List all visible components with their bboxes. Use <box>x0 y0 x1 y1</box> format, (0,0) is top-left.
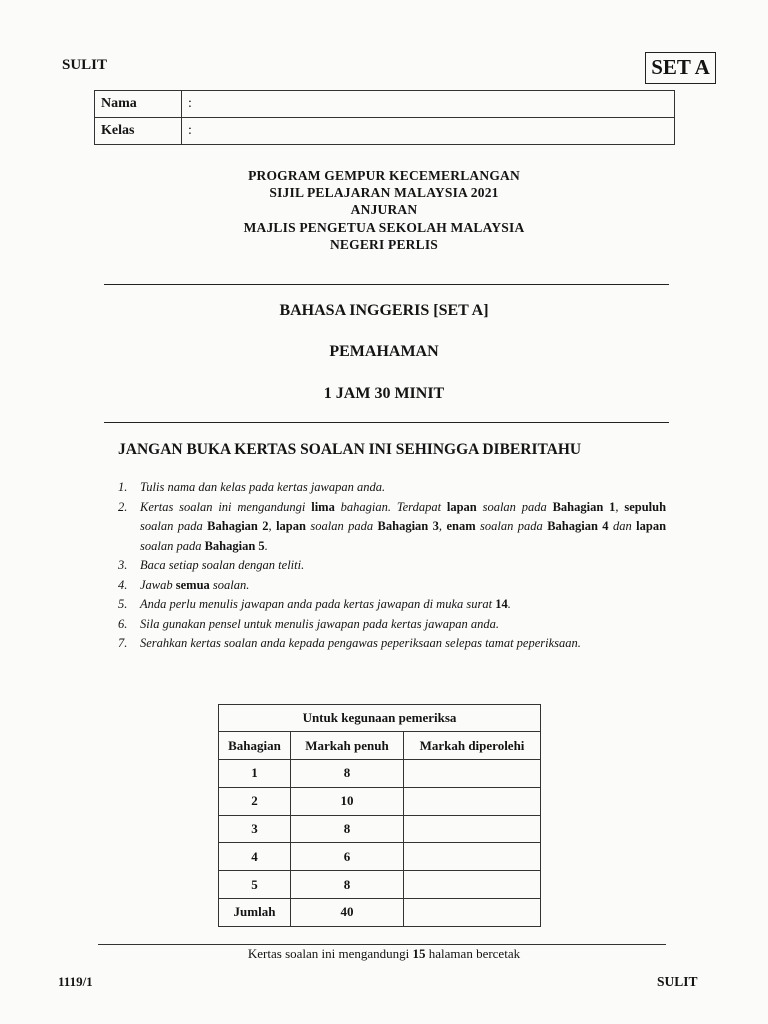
instruction-number: 2. <box>118 499 128 514</box>
marks-obtained-cell <box>404 787 541 815</box>
set-label-box: SET A <box>645 52 716 84</box>
class-field[interactable]: : <box>182 118 675 145</box>
table-row <box>219 871 541 899</box>
instruction-text: Baca setiap soalan dengan teliti. <box>140 558 305 572</box>
instruction-text: soalan pada <box>475 519 548 533</box>
instruction-emphasis: lapan <box>276 519 306 533</box>
marks-obtained-cell <box>404 815 541 843</box>
program-title: PROGRAM GEMPUR KECEMERLANGAN <box>248 168 520 183</box>
name-label: Nama <box>95 91 182 118</box>
instruction-emphasis: lima <box>311 499 335 514</box>
page-count-number: 15 <box>412 946 426 961</box>
instruction-emphasis: lapan <box>446 499 477 514</box>
section-number: 4 <box>219 843 291 871</box>
instruction-item <box>118 595 666 615</box>
instruction-text: soalan pada <box>305 519 378 533</box>
total-label: Jumlah <box>219 898 291 926</box>
table-row <box>219 760 541 788</box>
instruction-item <box>118 498 666 557</box>
instruction-emphasis: Bahagian 3 <box>377 519 439 533</box>
paper-code: 1119/1 <box>58 974 93 989</box>
instruction-emphasis: lapan <box>636 519 667 533</box>
instruction-emphasis: Bahagian 5 <box>204 538 265 553</box>
total-marks-obtained-cell <box>404 898 541 926</box>
marks-table-caption: Untuk kegunaan pemeriksa <box>219 705 541 732</box>
instruction-item <box>118 634 666 654</box>
instruction-item <box>118 576 666 596</box>
instruction-number: 1. <box>118 480 128 494</box>
table-row <box>219 787 541 815</box>
table-row <box>219 815 541 843</box>
exam-title: SIJIL PELAJARAN MALAYSIA 2021 <box>269 185 499 201</box>
page-count-note <box>0 946 768 962</box>
total-full-marks: 40 <box>291 898 404 926</box>
instruction-item <box>118 556 666 576</box>
instruction-text: dan <box>608 519 637 533</box>
organizer-name: MAJLIS PENGETUA SEKOLAH MALAYSIA <box>243 219 525 235</box>
page-count-text: halaman bercetak <box>425 946 521 961</box>
name-field[interactable]: : <box>182 91 675 118</box>
column-header-section: Bahagian <box>219 732 291 760</box>
table-row <box>219 843 541 871</box>
column-header-full-marks: Markah penuh <box>291 732 404 760</box>
instruction-text: Serahkan kertas soalan anda kepada pengawas peperiksaan selepas tamat peperiksaan. <box>140 636 581 650</box>
warning-heading: JANGAN BUKA KERTAS SOALAN INI SEHINGGA DIBERITAHU <box>118 441 582 458</box>
instruction-emphasis: enam <box>446 519 476 533</box>
student-info-row-class <box>95 118 675 145</box>
organizer-block <box>0 167 768 253</box>
divider-bottom <box>104 422 669 423</box>
full-marks: 8 <box>291 871 404 899</box>
instruction-text: Tulis nama dan kelas pada kertas jawapan anda. <box>140 480 386 494</box>
instruction-emphasis: 14 <box>495 597 508 611</box>
student-info-table <box>94 90 675 145</box>
section-number: 2 <box>219 787 291 815</box>
instruction-text: Kertas soalan ini mengandungi <box>140 499 312 514</box>
marks-obtained-cell <box>404 760 541 788</box>
examiner-marks-table <box>218 704 541 927</box>
instruction-text: soalan pada <box>140 519 208 533</box>
instruction-number: 6. <box>118 616 128 631</box>
student-info-row-name <box>95 91 675 118</box>
subject-title: BAHASA INGGERIS [SET A] <box>279 302 489 319</box>
total-row <box>219 898 541 926</box>
instruction-emphasis: Bahagian 2 <box>207 519 269 533</box>
organized-by: ANJURAN <box>350 202 418 218</box>
instruction-emphasis: Bahagian 4 <box>547 519 609 533</box>
confidential-label-top: SULIT <box>62 57 108 73</box>
instruction-text: soalan. <box>209 577 250 592</box>
full-marks: 6 <box>291 843 404 871</box>
instruction-text: Sila gunakan pensel untuk menulis jawapan pada kertas jawapan anda. <box>140 616 500 631</box>
section-number: 5 <box>219 871 291 899</box>
divider-top <box>104 284 669 285</box>
confidential-label-bottom: SULIT <box>657 974 698 989</box>
full-marks: 8 <box>291 815 404 843</box>
instruction-text: , <box>438 519 447 533</box>
instruction-text: , <box>268 519 277 533</box>
section-number: 3 <box>219 815 291 843</box>
instruction-emphasis: semua <box>175 577 210 592</box>
full-marks: 8 <box>291 760 404 788</box>
marks-obtained-cell <box>404 843 541 871</box>
instruction-text: Jawab <box>140 577 176 592</box>
instruction-number: 3. <box>118 558 128 572</box>
component-title: PEMAHAMAN <box>329 343 439 360</box>
instruction-text: Anda perlu menulis jawapan anda pada kertas jawapan di muka surat <box>140 597 496 611</box>
column-header-marks-obtained: Markah diperolehi <box>404 732 541 760</box>
instruction-number: 4. <box>118 577 128 592</box>
section-number: 1 <box>219 760 291 788</box>
instruction-number: 5. <box>118 597 128 611</box>
instruction-emphasis: sepuluh <box>624 499 667 514</box>
class-label: Kelas <box>95 118 182 145</box>
marks-obtained-cell <box>404 871 541 899</box>
instruction-number: 7. <box>118 636 128 650</box>
instruction-text: , <box>615 499 625 514</box>
instruction-text: soalan pada <box>140 538 205 553</box>
instruction-text: . <box>264 538 268 553</box>
instruction-list <box>118 478 666 654</box>
instruction-text: bahagian. Terdapat <box>334 499 447 514</box>
instruction-item <box>118 615 666 635</box>
instruction-emphasis: Bahagian 1 <box>552 499 616 514</box>
page-count-text: Kertas soalan ini mengandungi <box>247 946 413 961</box>
instruction-text: . <box>507 597 511 611</box>
full-marks: 10 <box>291 787 404 815</box>
duration-title: 1 JAM 30 MINIT <box>323 385 445 402</box>
instruction-text: soalan pada <box>476 499 553 514</box>
state-name: NEGERI PERLIS <box>329 236 438 252</box>
instruction-item <box>118 478 666 498</box>
footer-divider <box>98 944 666 945</box>
